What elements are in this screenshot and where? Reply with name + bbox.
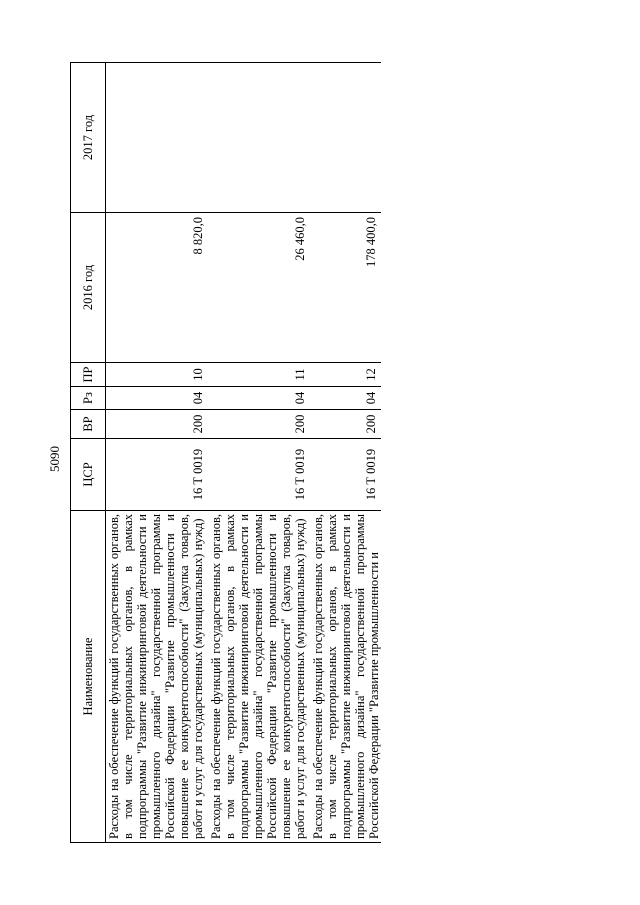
row-rz: 04 [310, 387, 381, 410]
header-2016: 2016 год [71, 213, 106, 363]
header-csr: ЦСР [71, 439, 106, 511]
row-name: Расходы на обеспечение функций государственных органов, в том числе территориальных органов, в рамках подпрограммы "Развитие инжиниринговой деятельности и промышленного дизайна" государственной программы Российской Федерации "Развитие промышленности и повышение ее конкурентоспособности" (Закупка товаров, работ и услуг для государственных (муниципальных) нужд) [208, 511, 310, 843]
table-row [310, 63, 381, 843]
header-vr: ВР [71, 410, 106, 439]
row-2017 [208, 63, 310, 213]
row-csr: 16 Т 0019 [208, 439, 310, 511]
table-header-row [71, 63, 106, 843]
row-2016: 178 400,0 [310, 213, 381, 363]
table-row [106, 63, 209, 843]
header-name: Наименование [71, 511, 106, 843]
row-pr: 10 [106, 363, 209, 387]
row-name: Расходы на обеспечение функций государственных органов, в том числе территориальных органов, в рамках подпрограммы "Развитие инжиниринговой деятельности и промышленного дизайна" государственной программы Российской Федерации "Развитие промышленности и [310, 511, 381, 843]
row-2017 [310, 63, 381, 213]
row-name: Расходы на обеспечение функций государственных органов, в том числе территориальных органов, в рамках подпрограммы "Развитие инжиниринговой деятельности и промышленного дизайна" государственной программы Российской Федерации "Развитие промышленности и повышение ее конкурентоспособности" (Закупка товаров, работ и услуг для государственных (муниципальных) нужд) [106, 511, 209, 843]
header-2017: 2017 год [71, 63, 106, 213]
row-vr: 200 [310, 410, 381, 439]
page-number: 5090 [47, 446, 62, 472]
row-rz: 04 [208, 387, 310, 410]
budget-table [70, 62, 381, 843]
row-pr: 11 [208, 363, 310, 387]
row-2016: 8 820,0 [106, 213, 209, 363]
row-pr: 12 [310, 363, 381, 387]
row-2016: 26 460,0 [208, 213, 310, 363]
row-2017 [106, 63, 209, 213]
row-csr: 16 Т 0019 [106, 439, 209, 511]
row-csr: 16 Т 0019 [310, 439, 381, 511]
header-rz: Рз [71, 387, 106, 410]
row-vr: 200 [106, 410, 209, 439]
rotated-table-container [70, 63, 600, 843]
table-row [208, 63, 310, 843]
header-pr: ПР [71, 363, 106, 387]
row-rz: 04 [106, 387, 209, 410]
row-vr: 200 [208, 410, 310, 439]
